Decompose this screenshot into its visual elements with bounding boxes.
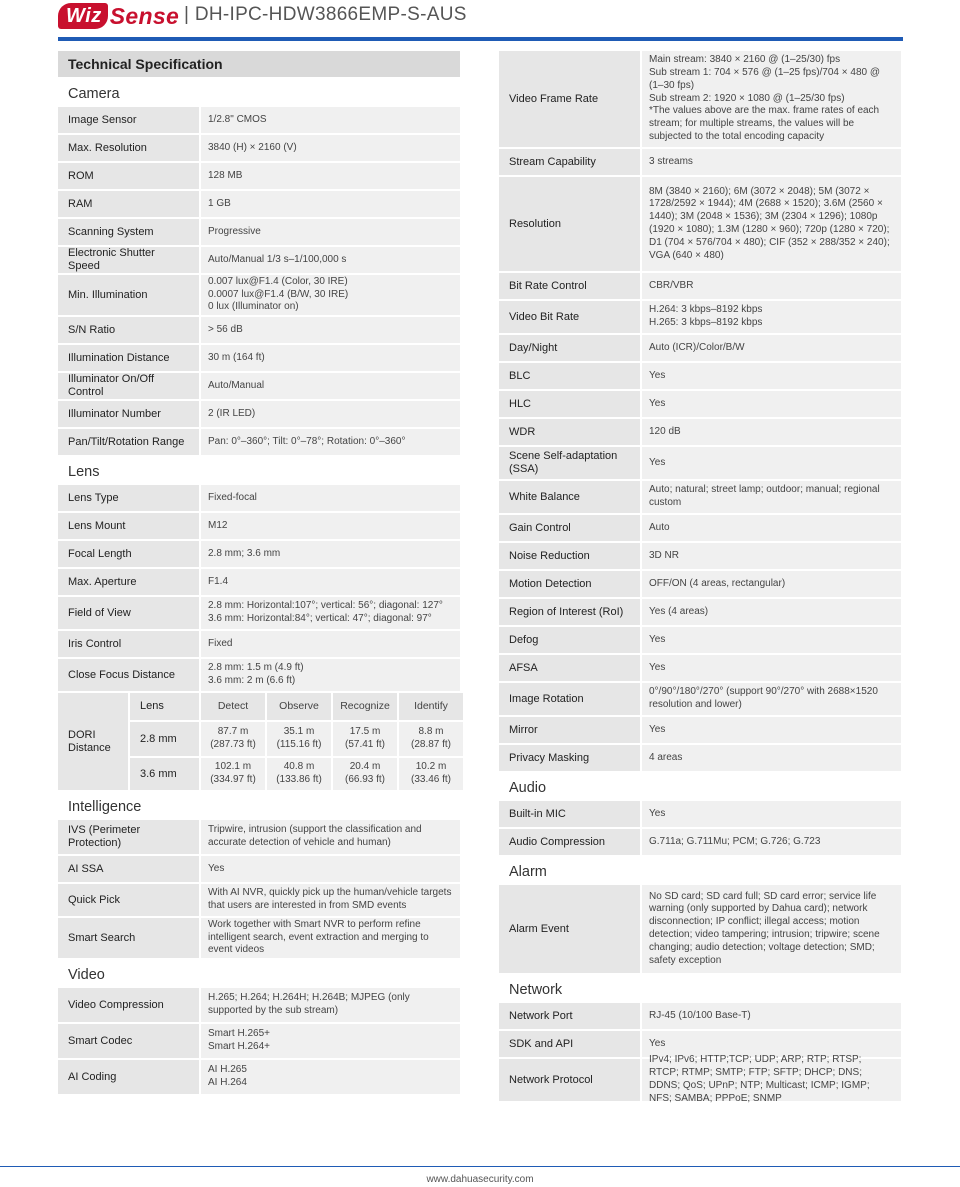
spec-row (499, 801, 901, 827)
spec-label: Network Port (499, 1003, 640, 1029)
spec-label: Video Frame Rate (499, 51, 640, 147)
spec-label: Pan/Tilt/Rotation Range (58, 429, 199, 455)
spec-row (58, 219, 460, 245)
spec-value: AI H.265 AI H.264 (201, 1060, 460, 1094)
intelligence-table (58, 820, 460, 958)
spec-row (499, 301, 901, 333)
spec-value: Yes (642, 717, 901, 743)
spec-row (58, 345, 460, 371)
footer-divider (0, 1166, 960, 1167)
dori-cell: 20.4 m (66.93 ft) (333, 758, 397, 790)
spec-row (499, 481, 901, 513)
spec-value: Work together with Smart NVR to perform refine intelligent search, event extraction and merging to event videos (201, 918, 460, 958)
spec-row (499, 335, 901, 361)
spec-row (58, 401, 460, 427)
dori-header-lens: Lens (130, 693, 199, 720)
spec-label: Image Sensor (58, 107, 199, 133)
spec-row (499, 1031, 901, 1057)
dori-cell: 35.1 m (115.16 ft) (267, 722, 331, 756)
spec-row (58, 1024, 460, 1058)
spec-value: Yes (642, 391, 901, 417)
spec-label: Mirror (499, 717, 640, 743)
spec-label: Illumination Distance (58, 345, 199, 371)
section-camera: Camera (68, 86, 120, 102)
spec-label: Day/Night (499, 335, 640, 361)
dori-cell: 17.5 m (57.41 ft) (333, 722, 397, 756)
dori-lens-2-8: 2.8 mm (130, 722, 199, 756)
spec-value: Progressive (201, 219, 460, 245)
alarm-table (499, 885, 901, 973)
dori-grid (130, 693, 463, 790)
spec-row (499, 745, 901, 771)
spec-row (499, 1054, 901, 1104)
spec-label: Noise Reduction (499, 543, 640, 569)
spec-value: 1/2.8" CMOS (201, 107, 460, 133)
spec-label: AI Coding (58, 1060, 199, 1094)
spec-label: AI SSA (58, 856, 199, 882)
spec-label: Scene Self-adaptation (SSA) (499, 447, 640, 479)
page-header (0, 0, 960, 44)
spec-value: > 56 dB (201, 317, 460, 343)
dori-header-identify: Identify (399, 693, 463, 720)
spec-value: Tripwire, intrusion (support the classification and accurate detection of vehicle and human) (201, 820, 460, 854)
spec-label: Lens Mount (58, 513, 199, 539)
spec-row (58, 659, 460, 691)
spec-value: Yes (642, 447, 901, 479)
logo-wiz-badge: Wiz (58, 3, 108, 29)
spec-value: H.265; H.264; H.264H; H.264B; MJPEG (only supported by the sub stream) (201, 988, 460, 1022)
spec-value: M12 (201, 513, 460, 539)
spec-row (58, 856, 460, 882)
spec-value: Auto (642, 515, 901, 541)
spec-label: Video Bit Rate (499, 301, 640, 333)
section-network: Network (509, 982, 563, 998)
spec-row (58, 541, 460, 567)
spec-row (499, 419, 901, 445)
spec-row (58, 429, 460, 455)
header-divider (58, 37, 903, 41)
network-table (499, 1003, 901, 1104)
spec-row (499, 571, 901, 597)
spec-label: White Balance (499, 481, 640, 513)
spec-value: F1.4 (201, 569, 460, 595)
spec-label: Max. Aperture (58, 569, 199, 595)
dori-header-observe: Observe (267, 693, 331, 720)
spec-row (499, 273, 901, 299)
spec-value: Smart H.265+ Smart H.264+ (201, 1024, 460, 1058)
spec-label: Alarm Event (499, 885, 640, 973)
dori-lens-3-6: 3.6 mm (130, 758, 199, 790)
spec-row (58, 597, 460, 629)
spec-value: 3840 (H) × 2160 (V) (201, 135, 460, 161)
spec-row (58, 918, 460, 958)
spec-value: Auto/Manual (201, 373, 460, 399)
spec-row (58, 373, 460, 399)
spec-label: Network Protocol (499, 1059, 640, 1101)
spec-row (499, 1003, 901, 1029)
spec-value: Yes (642, 801, 901, 827)
right-column (499, 51, 901, 1103)
dori-cell: 102.1 m (334.97 ft) (201, 758, 265, 790)
spec-label: Focal Length (58, 541, 199, 567)
dori-label: DORI Distance (58, 693, 128, 790)
audio-table (499, 801, 901, 855)
spec-label: ROM (58, 163, 199, 189)
spec-label: Smart Codec (58, 1024, 199, 1058)
spec-label: Max. Resolution (58, 135, 199, 161)
spec-value: Pan: 0°–360°; Tilt: 0°–78°; Rotation: 0°–360° (201, 429, 460, 455)
spec-value: 2.8 mm: Horizontal:107°; vertical: 56°; diagonal: 127° 3.6 mm: Horizontal:84°; vertical: 47°; diagonal: 97° (201, 597, 460, 629)
spec-row (499, 51, 901, 147)
spec-row (58, 513, 460, 539)
spec-value: 2 (IR LED) (201, 401, 460, 427)
spec-label: AFSA (499, 655, 640, 681)
spec-label: Stream Capability (499, 149, 640, 175)
spec-label: Defog (499, 627, 640, 653)
spec-label: Smart Search (58, 918, 199, 958)
spec-value: 1 GB (201, 191, 460, 217)
spec-value: Yes (201, 856, 460, 882)
dori-cell: 87.7 m (287.73 ft) (201, 722, 265, 756)
spec-value: 2.8 mm; 3.6 mm (201, 541, 460, 567)
lens-table (58, 485, 460, 691)
spec-value: 30 m (164 ft) (201, 345, 460, 371)
dori-cell: 8.8 m (28.87 ft) (399, 722, 463, 756)
spec-value: 3 streams (642, 149, 901, 175)
video-continued-table (499, 51, 901, 771)
spec-label: RAM (58, 191, 199, 217)
spec-row (58, 163, 460, 189)
spec-row (499, 627, 901, 653)
spec-label: Resolution (499, 177, 640, 271)
spec-row (499, 149, 901, 175)
spec-label: Iris Control (58, 631, 199, 657)
spec-value: 8M (3840 × 2160); 6M (3072 × 2048); 5M (3072 × 1728/2592 × 1944); 4M (2688 × 1520); 3.6M (2560 × 1440); 3M (2048 × 1536); 3M (2304 × 1296); 1080p (1920 × 1080); 1.3M (1280 × 960); 720p (1280 × 720); D1 (704 × 576/704 × 480); CIF (352 × 288/352 × 240); VGA (640 × 480) (642, 177, 901, 271)
spec-row (58, 631, 460, 657)
spec-label: Region of Interest (RoI) (499, 599, 640, 625)
spec-label: Scanning System (58, 219, 199, 245)
dori-header-recognize: Recognize (333, 693, 397, 720)
left-column (58, 51, 460, 1096)
spec-value: G.711a; G.711Mu; PCM; G.726; G.723 (642, 829, 901, 855)
section-video: Video (68, 967, 105, 983)
spec-value: 120 dB (642, 419, 901, 445)
spec-row (58, 317, 460, 343)
spec-label: IVS (Perimeter Protection) (58, 820, 199, 854)
spec-label: HLC (499, 391, 640, 417)
spec-row (58, 135, 460, 161)
spec-row (499, 543, 901, 569)
spec-label: BLC (499, 363, 640, 389)
spec-row (499, 363, 901, 389)
section-intelligence: Intelligence (68, 799, 142, 815)
spec-value: Auto/Manual 1/3 s–1/100,000 s (201, 247, 460, 273)
spec-label: Lens Type (58, 485, 199, 511)
spec-value: Yes (642, 627, 901, 653)
spec-value: Auto (ICR)/Color/B/W (642, 335, 901, 361)
section-lens: Lens (68, 464, 100, 480)
spec-value: 128 MB (201, 163, 460, 189)
spec-row (499, 447, 901, 479)
spec-label: Image Rotation (499, 683, 640, 715)
spec-label: Gain Control (499, 515, 640, 541)
footer-url: www.dahuasecurity.com (426, 1174, 534, 1185)
spec-row (499, 655, 901, 681)
spec-value: 0°/90°/180°/270° (support 90°/270° with 2688×1520 resolution and lower) (642, 683, 901, 715)
spec-row (58, 107, 460, 133)
spec-row (58, 1060, 460, 1094)
spec-row (58, 988, 460, 1022)
spec-label: Field of View (58, 597, 199, 629)
spec-row (58, 884, 460, 916)
spec-value: Yes (642, 655, 901, 681)
spec-label: SDK and API (499, 1031, 640, 1057)
logo-sense-text: Sense (109, 2, 180, 29)
spec-label: Bit Rate Control (499, 273, 640, 299)
spec-label: Built-in MIC (499, 801, 640, 827)
spec-value: 0.007 lux@F1.4 (Color, 30 IRE) 0.0007 lux@F1.4 (B/W, 30 IRE) 0 lux (Illuminator on) (201, 275, 460, 315)
spec-value: Yes (642, 1031, 901, 1057)
camera-table (58, 107, 460, 455)
dori-cell: 40.8 m (133.86 ft) (267, 758, 331, 790)
spec-value: RJ-45 (10/100 Base-T) (642, 1003, 901, 1029)
spec-row (58, 820, 460, 854)
spec-row (58, 569, 460, 595)
spec-row (499, 829, 901, 855)
spec-value: With AI NVR, quickly pick up the human/vehicle targets that users are interested in from SMD events (201, 884, 460, 916)
spec-value: H.264: 3 kbps–8192 kbps H.265: 3 kbps–8192 kbps (642, 301, 901, 333)
spec-label: Motion Detection (499, 571, 640, 597)
dori-cell: 10.2 m (33.46 ft) (399, 758, 463, 790)
spec-row (58, 247, 460, 273)
spec-value: Fixed (201, 631, 460, 657)
spec-row (499, 717, 901, 743)
spec-value: 2.8 mm: 1.5 m (4.9 ft) 3.6 mm: 2 m (6.6 ft) (201, 659, 460, 691)
spec-label: Illuminator Number (58, 401, 199, 427)
video-table (58, 988, 460, 1094)
spec-label: WDR (499, 419, 640, 445)
spec-label: Audio Compression (499, 829, 640, 855)
spec-value: Yes (4 areas) (642, 599, 901, 625)
section-audio: Audio (509, 780, 547, 796)
spec-value: Main stream: 3840 × 2160 @ (1–25/30) fps Sub stream 1: 704 × 576 @ (1–25 fps)/704 × 480 @ (1–30 fps) Sub stream 2: 1920 × 1080 @ (1–25/30 fps) *The values above are the max. frame rates of each stream; for multiple streams, the values will be subjected to the total encoding capacity (642, 51, 901, 147)
spec-row (499, 599, 901, 625)
model-number: | DH-IPC-HDW3866EMP-S-AUS (184, 4, 467, 25)
spec-label: Min. Illumination (58, 275, 199, 315)
spec-value: 3D NR (642, 543, 901, 569)
spec-row (58, 485, 460, 511)
spec-value: No SD card; SD card full; SD card error; service life warning (only supported by Dahua card); network disconnection; IP conflict; illegal access; motion detection; video tampering; intrusion; tripwire; scene changing; audio detection; voltage detection; SMD; safety exception (642, 885, 901, 973)
spec-value: Fixed-focal (201, 485, 460, 511)
spec-label: Quick Pick (58, 884, 199, 916)
spec-label: Illuminator On/Off Control (58, 373, 199, 399)
spec-row (499, 177, 901, 271)
spec-row (499, 515, 901, 541)
dori-table (58, 693, 460, 790)
dori-header-detect: Detect (201, 693, 265, 720)
spec-value: 4 areas (642, 745, 901, 771)
wizsense-logo (58, 2, 179, 30)
spec-row (499, 885, 901, 973)
spec-row (499, 683, 901, 715)
section-alarm: Alarm (509, 864, 547, 880)
spec-value: OFF/ON (4 areas, rectangular) (642, 571, 901, 597)
spec-value: Yes (642, 363, 901, 389)
spec-value: IPv4; IPv6; HTTP;TCP; UDP; ARP; RTP; RTSP; RTCP; RTMP; SMTP; FTP; SFTP; DHCP; DNS; DDNS; QoS; UPnP; NTP; Multicast; ICMP; IGMP; NFS; SAMBA; PPPoE; SNMP (642, 1059, 901, 1101)
spec-label: Video Compression (58, 988, 199, 1022)
spec-label: Close Focus Distance (58, 659, 199, 691)
spec-row (499, 391, 901, 417)
spec-row (58, 191, 460, 217)
spec-row (58, 275, 460, 315)
spec-value: Auto; natural; street lamp; outdoor; manual; regional custom (642, 481, 901, 513)
spec-label: Privacy Masking (499, 745, 640, 771)
spec-title: Technical Specification (58, 51, 460, 77)
spec-label: S/N Ratio (58, 317, 199, 343)
spec-value: CBR/VBR (642, 273, 901, 299)
spec-label: Electronic Shutter Speed (58, 247, 199, 273)
